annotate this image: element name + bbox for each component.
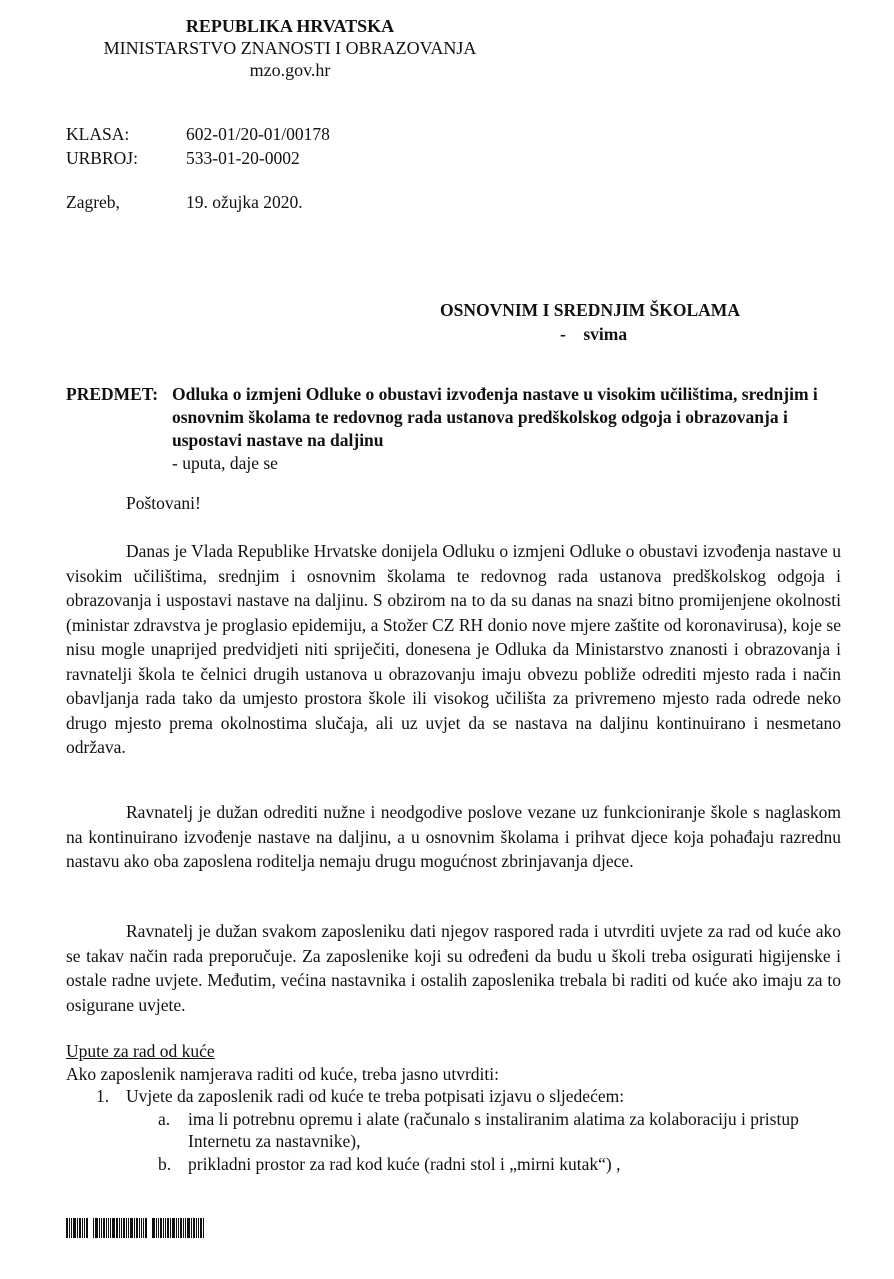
barcode-bar: [123, 1218, 125, 1238]
sub-list-item-a: [66, 1108, 846, 1153]
barcode-bar: [156, 1218, 157, 1238]
barcode-bar: [178, 1218, 179, 1238]
barcode-bar: [198, 1218, 199, 1238]
barcode-bar: [77, 1218, 78, 1238]
barcode-bar: [193, 1218, 195, 1238]
letterhead: [60, 15, 520, 81]
urbroj-label: URBROJ:: [66, 148, 138, 168]
barcode: [66, 1218, 205, 1238]
sub-item-text: prikladni prostor za rad kod kuće (radni stol i „mirni kutak“) ,: [188, 1153, 621, 1174]
barcode-bar: [200, 1218, 202, 1238]
barcode-bar: [191, 1218, 192, 1238]
barcode-bar: [73, 1218, 76, 1238]
place: Zagreb,: [66, 192, 120, 212]
barcode-bar: [93, 1218, 94, 1238]
barcode-bar: [106, 1218, 107, 1238]
date: 19. ožujka 2020.: [186, 192, 303, 212]
barcode-bar: [145, 1218, 147, 1238]
barcode-bar: [82, 1218, 83, 1238]
barcode-bar: [172, 1218, 175, 1238]
barcode-bar: [112, 1218, 115, 1238]
barcode-bar: [108, 1218, 109, 1238]
paragraph-2: Ravnatelj je dužan odrediti nužne i neodgodive poslove vezane uz funkcioniranje škole s naglaskom na kontinuirano izvođenje nastave na daljinu, a u osnovnim školama i prihvat djece koja pohađaju razrednu nastavu ako oba zaposlena roditelja nemaju drugu mogućnost zbrinjavanja djece.: [66, 802, 841, 871]
list-item: [66, 1085, 846, 1108]
subject-note: - uputa, daje se: [172, 453, 278, 473]
sub-item-text: ima li potrebnu opremu i alate (računalo s instaliranim alatima za kolaboraciju i pristup Internetu za nastavnike),: [188, 1108, 799, 1151]
subject-title: Odluka o izmjeni Odluke o obustavi izvođenja nastave u visokim učilištima, srednjim i osnovnim školama te redovnog rada ustanova predškolskog odgoja i obrazovanja i uspostavi nastave na daljinu: [172, 384, 818, 450]
urbroj-value: 533-01-20-0002: [186, 148, 300, 168]
barcode-bar: [143, 1218, 144, 1238]
barcode-bar: [116, 1218, 118, 1238]
barcode-bar: [141, 1218, 142, 1238]
recipient-line: OSNOVNIM I SREDNJIM ŠKOLAMA: [440, 300, 740, 320]
instructions-section: [66, 1040, 846, 1175]
barcode-bar: [180, 1218, 182, 1238]
recipient-sub: - svima: [560, 324, 628, 344]
letterhead-website: mzo.gov.hr: [249, 60, 331, 80]
barcode-bar: [69, 1218, 70, 1238]
barcode-bar: [79, 1218, 81, 1238]
section-heading: Upute za rad od kuće: [66, 1041, 215, 1061]
barcode-bar: [71, 1218, 72, 1238]
barcode-bar: [99, 1218, 100, 1238]
klasa-row: [66, 122, 330, 146]
barcode-bar: [84, 1218, 85, 1238]
barcode-bar: [136, 1218, 138, 1238]
paragraph-1: Danas je Vlada Republike Hrvatske donijela Odluku o izmjeni Odluke o obustavi izvođenja nastave u visokim učilištima, srednjim i osnovnim školama te redovnog rada ustanova predškolskog odgoja i obrazovanja i uspostavi nastave na daljinu. S obzirom na to da su danas na snazi bitno promijenjene okolnosti (ministar zdravstva je proglasio epidemiju, a Stožer CZ RH donio nove mjere zaštite od koronavirusa), koje se nisu mogle unaprijed predvidjeti niti spriječiti, donesena je Odluka da Ministarstvo znanosti i obrazovanja i ravnatelji škola te čelnici drugih ustanova u obrazovanju imaju obvezu pobliže odrediti mjesto rada i način obavljanja rada tako da umjesto prostora škole ili visokog učilišta za privremeno mjesto rada odrede neko drugo mjesto prema okolnostima slučaja, ali uz uvjet da se nastava na daljinu kontinuirano i nesmetano održava.: [66, 541, 841, 757]
barcode-bar: [103, 1218, 105, 1238]
subject-label: PREDMET:: [66, 384, 159, 404]
recipient-block: [440, 298, 740, 346]
letterhead-ministry: MINISTARSTVO ZNANOSTI I OBRAZOVANJA: [103, 38, 477, 58]
subject-block: [66, 383, 846, 475]
barcode-bar: [139, 1218, 140, 1238]
barcode-bar: [183, 1218, 184, 1238]
klasa-value: 602-01/20-01/00178: [186, 124, 330, 144]
barcode-bar: [196, 1218, 197, 1238]
barcode-bar: [95, 1218, 98, 1238]
list-item-number: 1.: [96, 1086, 110, 1106]
sub-item-letter: a.: [158, 1108, 171, 1129]
barcode-bar: [187, 1218, 190, 1238]
barcode-bar: [158, 1218, 159, 1238]
barcode-bar: [134, 1218, 135, 1238]
urbroj-row: [66, 146, 300, 170]
paragraph-3: Ravnatelj je dužan svakom zaposleniku dati njegov raspored rada i utvrditi uvjete za rad od kuće ako se takav način rada preporučuje. Za zaposlenike koji su određeni da budu u školi treba osigurati higijenske i ostale radne uvjete. Međutim, većina nastavnika i ostalih zaposlenika trebala bi raditi od kuće ako imaju za to osigurane uvjete.: [66, 921, 841, 1015]
barcode-bar: [130, 1218, 133, 1238]
sub-item-letter: b.: [158, 1153, 172, 1174]
barcode-bar: [176, 1218, 177, 1238]
barcode-bar: [185, 1218, 186, 1238]
sub-list-item-b: [66, 1153, 846, 1176]
barcode-bar: [128, 1218, 129, 1238]
barcode-bar: [203, 1218, 204, 1238]
barcode-bar: [101, 1218, 102, 1238]
barcode-bar: [170, 1218, 171, 1238]
barcode-bar: [163, 1218, 164, 1238]
barcode-bar: [165, 1218, 166, 1238]
barcode-bar: [66, 1218, 68, 1238]
barcode-bar: [110, 1218, 111, 1238]
greeting: Poštovani!: [126, 493, 201, 513]
list-item-text: Uvjete da zaposlenik radi od kuće te treba potpisati izjavu o sljedećem:: [126, 1086, 625, 1106]
section-intro: Ako zaposlenik namjerava raditi od kuće, treba jasno utvrditi:: [66, 1063, 499, 1084]
barcode-bar: [126, 1218, 127, 1238]
barcode-bar: [152, 1218, 155, 1238]
barcode-bar: [167, 1218, 169, 1238]
barcode-bar: [121, 1218, 122, 1238]
barcode-bar: [86, 1218, 88, 1238]
barcode-bar: [119, 1218, 120, 1238]
barcode-bar: [160, 1218, 162, 1238]
letterhead-country: REPUBLIKA HRVATSKA: [185, 16, 395, 36]
klasa-label: KLASA:: [66, 124, 130, 144]
place-date-row: [66, 190, 303, 214]
